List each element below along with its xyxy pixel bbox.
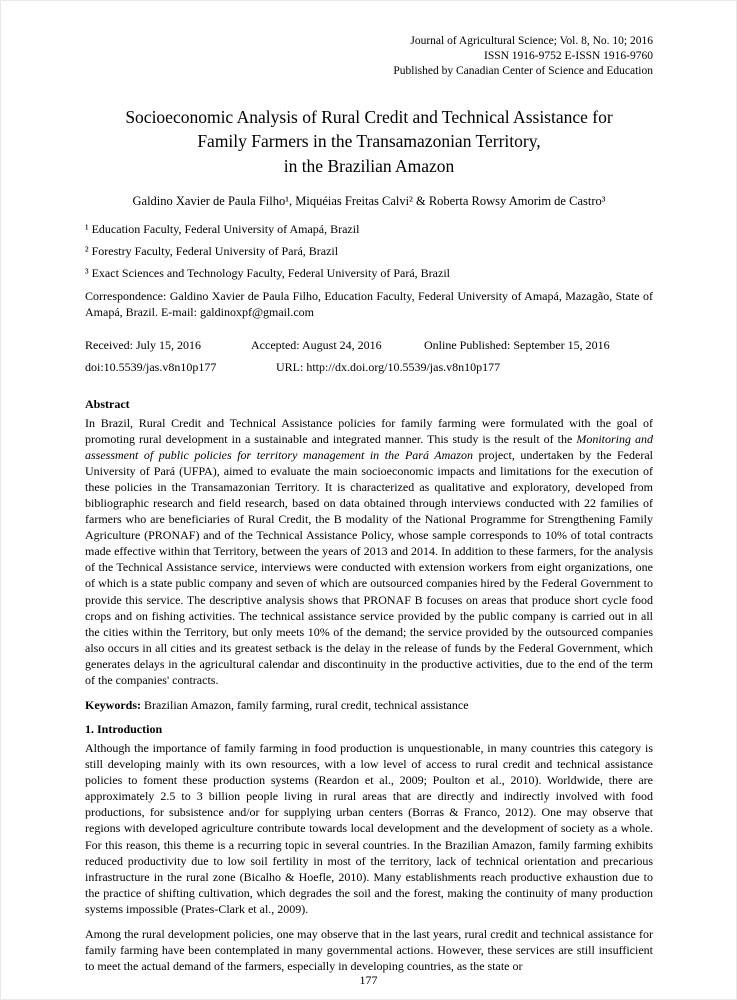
affiliation-2: ² Forestry Faculty, Federal University of Pará, Brazil (85, 244, 339, 259)
journal-issn: ISSN 1916-9752 E-ISSN 1916-9760 (484, 50, 653, 63)
received-date: Received: July 15, 2016 (85, 337, 201, 352)
abstract-paragraph (85, 415, 653, 688)
affiliation-1: ¹ Education Faculty, Federal University of Amapá, Brazil (85, 222, 360, 237)
keywords-line (85, 697, 653, 713)
keywords-label: Keywords: (85, 697, 141, 712)
authors-line: Galdino Xavier de Paula Filho¹, Miquéias Freitas Calvi² & Roberta Rowsy Amorim de Castro³ (132, 194, 606, 209)
email-address: galdinoxpf@gmail.com (199, 305, 314, 320)
dates-row (85, 338, 653, 353)
introduction-heading: 1. Introduction (85, 722, 163, 737)
abstract-heading: Abstract (85, 396, 130, 411)
introduction-paragraph-2: Among the rural development policies, one may observe that in the last years, rural credit and technical assistance for family farming have been contemplated in many governmental actions. However, these services are still insufficient to meet the actual demand of the farmers, especially in developing countries, as the state or (85, 926, 653, 974)
paper-title-line-1: Socioeconomic Analysis of Rural Credit and Technical Assistance for (125, 106, 613, 127)
abstract-section (85, 397, 653, 713)
paper-title (85, 105, 653, 179)
accepted-date: Accepted: August 24, 2016 (251, 337, 382, 352)
affiliation-3: ³ Exact Sciences and Technology Faculty, Federal University of Pará, Brazil (85, 266, 450, 281)
correspondence-text: Correspondence: Galdino Xavier de Paula Filho, Education Faculty, Federal University of Amapá, Mazagão, State of Amapá, Brazil. E-mail: (85, 289, 653, 320)
doi-url: URL: http://dx.doi.org/10.5539/jas.v8n10p177 (276, 359, 501, 374)
paper-title-line-3: in the Brazilian Amazon (283, 155, 455, 176)
correspondence-paragraph (85, 288, 653, 321)
abstract-text-pre: In Brazil, Rural Credit and Technical Assistance policies for family farming were formulated with the goal of promoting rural development in a sustainable and integrated manner. This study is the result of the (85, 415, 653, 446)
journal-publisher: Published by Canadian Center of Science and Education (393, 65, 653, 78)
online-published-date: Online Published: September 15, 2016 (424, 337, 610, 352)
journal-header (85, 34, 653, 80)
keywords-text: Brazilian Amazon, family farming, rural credit, technical assistance (141, 697, 469, 712)
affiliations (85, 222, 653, 281)
paper-title-line-2: Family Farmers in the Transamazonian Territory, (197, 131, 541, 152)
doi-row (85, 360, 653, 375)
page-number: 177 (359, 973, 378, 987)
doi-value: doi:10.5539/jas.v8n10p177 (85, 359, 217, 374)
introduction-paragraph-1: Although the importance of family farming in food production is unquestionable, in many countries this category is still developing mainly with its own resources, with a low level of access to rural credit and technical assistance policies to foment these production systems (Reardon et al., 2009; Poulton et al., 2010). Worldwide, there are approximately 2.5 to 3 billion people living in rural areas that are directly and indirectly involved with food productions, for subsistence and/or for supplying urban centers (Borras & Franco, 2012). One may observe that regions with developed agriculture contribute towards local development and the development of society as a whole. For this reason, this theme is a recurring topic in several countries. In the Brazilian Amazon, family farming exhibits reduced productivity due to low soil fertility in most of the territory, lack of technical orientation and precarious infrastructure in the rural zone (Bicalho & Hoefle, 2010). Many establishments reach productive exhaustion due to the practice of shifting cultivation, which degrades the soil and the forest, making the continuity of many production systems impossible (Prates-Clark et al., 2009). (85, 741, 653, 916)
introduction-section (85, 722, 653, 974)
project-title-italic: Monitoring and assessment of public policies for territory management in the Pará Amazon (85, 431, 653, 462)
journal-name: Journal of Agricultural Science; Vol. 8, No. 10; 2016 (410, 35, 653, 47)
abstract-text-post: project, undertaken by the Federal University of Pará (UFPA), aimed to evaluate the main socioeconomic impacts and limitations for the execution of these policies in the Transamazonian Territory. It is characterized as qualitative and exploratory, developed from bibliographic research and field research, based on data obtained through interviews conducted with 22 families of farmers who are beneficiaries of Rural Credit, the B modality of the National Programme for Strengthening Family Agriculture (PRONAF) and of the Technical Assistance Policy, whose sample corresponds to 10% of total contracts made effective within that Territory, between the years of 2013 and 2014. In addition to these farmers, for the analysis of the Technical Assistance service, interviews were conducted with extension workers from eight organizations, one of which is a state public company and seven of which are outsourced companies hired by the Federal Government to provide this service. The descriptive analysis shows that PRONAF B focuses on areas that produce short cycle food crops and on fishing activities. The technical assistance service provided by the public company is carried out in all the cities within the Territory, but only meets 10% of the demand; the service provided by the outsourced companies also occurs in all cities and its greatest setback is the delay in the release of funds by the Federal Government, which generates delays in the agricultural calendar and discontinuity in the productive activities, due to the end of the term of the companies' contracts. (85, 447, 653, 687)
